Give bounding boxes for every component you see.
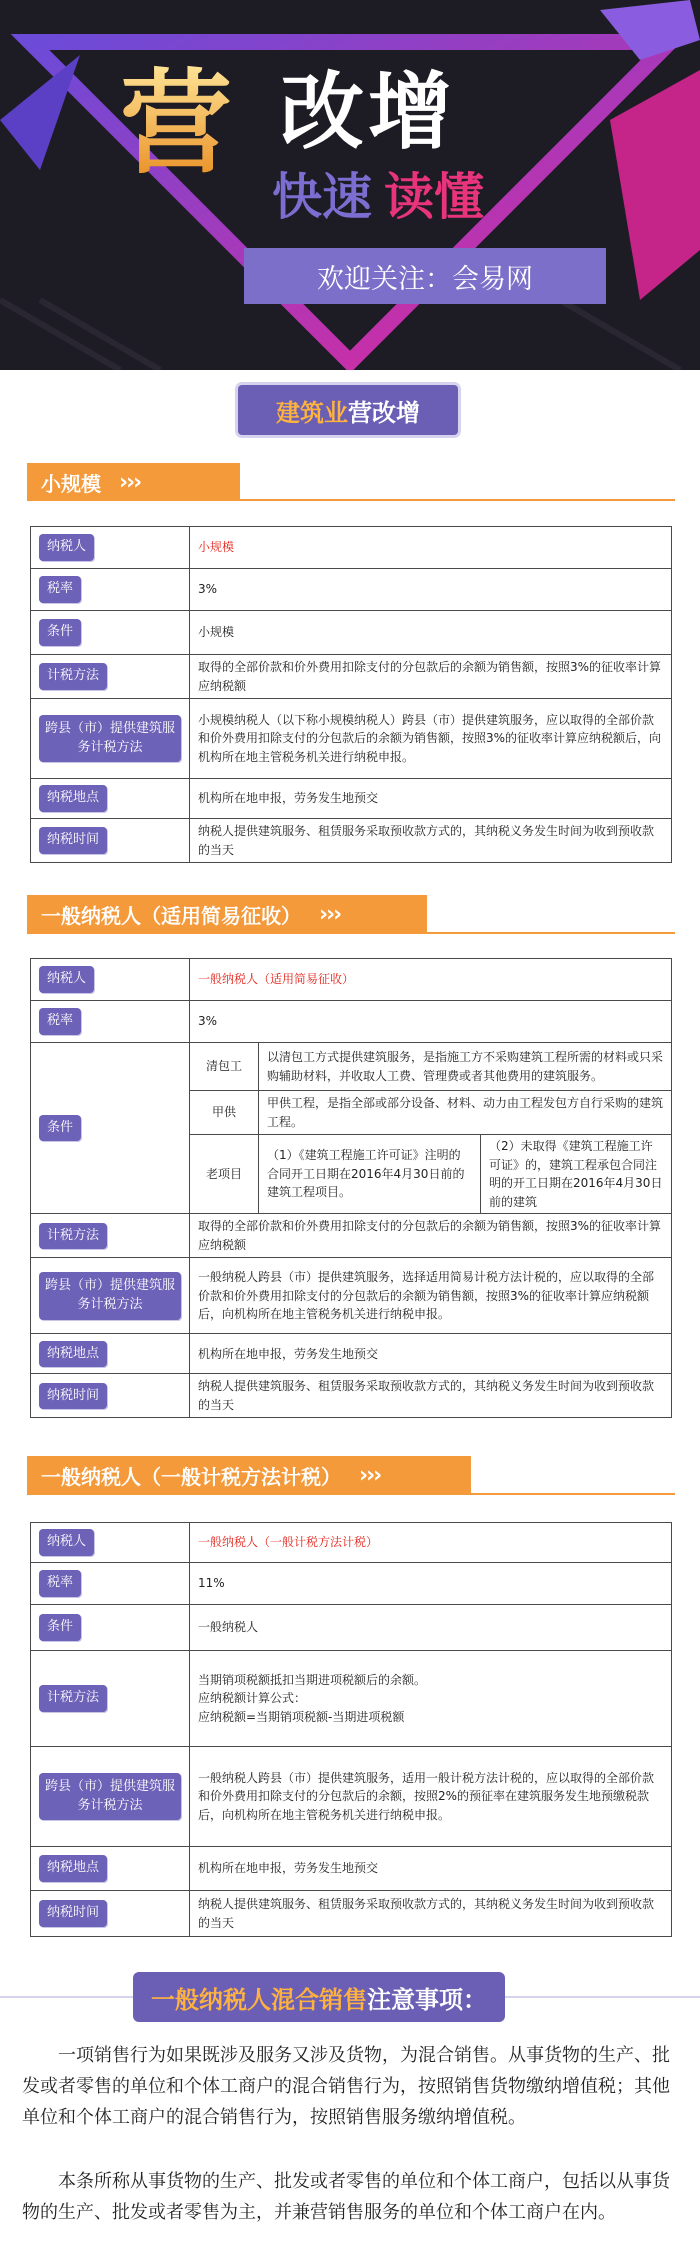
general-method-header	[27, 1456, 471, 1494]
small-method-value: 取得的全部价款和价外费用扣除支付的分包款后的余额为销售额，按照3%的征收率计算应纳税额	[190, 655, 672, 699]
follow-bar[interactable]: 欢迎关注：会易网	[244, 248, 606, 304]
top-right-shard	[600, 0, 700, 60]
title-ying-glyph	[120, 62, 280, 182]
simple-time-value: 纳税人提供建筑服务、租赁服务采取预收款方式的，其纳税义务发生时间为收到预收款的当天	[190, 1374, 672, 1418]
simple-levy-header	[27, 895, 427, 933]
table-row	[31, 1043, 672, 1091]
cond-laoxiangmu-text1: （1）《建筑工程施工许可证》注明的合同开工日期在2016年4月30日前的建筑工程项目。	[259, 1135, 481, 1214]
section-title	[238, 385, 458, 435]
table-row	[31, 1374, 672, 1418]
arrows-icon: ›››	[319, 901, 341, 927]
simple-levy-header-label: 一般纳税人（适用简易征收）	[41, 903, 301, 928]
taxpayer-chip: 纳税人	[39, 966, 94, 992]
rate-chip: 税率	[39, 1008, 81, 1034]
general-method-value	[190, 1651, 672, 1747]
rate-chip: 税率	[39, 576, 81, 602]
notes-title-rest: 注意事项：	[367, 1985, 487, 2014]
title-dudong: 读懂	[384, 168, 484, 226]
small-time-value: 纳税人提供建筑服务、租赁服务采取预收款方式的，其纳税义务发生时间为收到预收款的当天	[190, 819, 672, 863]
table-row	[31, 1891, 672, 1937]
cond-laoxiangmu-label: 老项目	[190, 1135, 259, 1214]
method-chip: 计税方法	[39, 1223, 107, 1249]
small-scale-divider	[27, 499, 675, 501]
place-chip: 纳税地点	[39, 1855, 107, 1881]
notes-title	[133, 1972, 505, 2022]
svg-text:营: 营	[120, 62, 232, 182]
table-row	[31, 611, 672, 655]
cross-region-chip: 跨县（市）提供建筑服务计税方法	[39, 1272, 181, 1320]
cond-jiagong-label: 甲供	[190, 1091, 259, 1135]
time-chip: 纳税时间	[39, 1900, 107, 1926]
table-row	[31, 1334, 672, 1374]
small-taxpayer-value: 小规模	[190, 527, 672, 569]
general-rate-value: 11%	[190, 1563, 672, 1605]
general-cross-region-value: 一般纳税人跨县（市）提供建筑服务，适用一般计税方法计税的，应以取得的全部价款和价外费用扣除支付的分包款后的余额，按照2%的预征率在建筑服务发生地预缴税款后，向机构所在地主管税务机关进行纳税申报。	[190, 1747, 672, 1847]
table-row	[31, 1651, 672, 1747]
time-chip: 纳税时间	[39, 1383, 107, 1409]
small-rate-value: 3%	[190, 569, 672, 611]
general-time-value: 纳税人提供建筑服务、租赁服务采取预收款方式的，其纳税义务发生时间为收到预收款的当天	[190, 1891, 672, 1937]
taxpayer-chip: 纳税人	[39, 534, 94, 560]
cond-laoxiangmu-text2: （2）未取得《建筑工程施工许可证》的，建筑工程承包合同注明的开工日期在2016年4月30日前的建筑	[481, 1135, 672, 1214]
table-row	[31, 959, 672, 1001]
general-place-value: 机构所在地申报，劳务发生地预交	[190, 1847, 672, 1891]
notes-title-highlight: 一般纳税人混合销售	[151, 1985, 367, 2014]
cond-jiagong-text: 甲供工程，是指全部或部分设备、材料、动力由工程发包方自行采购的建筑工程。	[259, 1091, 672, 1135]
table-row	[31, 699, 672, 779]
table-row	[31, 1001, 672, 1043]
simple-cross-region-value: 一般纳税人跨县（市）提供建筑服务，选择适用简易计税方法计税的，应以取得的全部价款和价外费用扣除支付的分包款后的余额为销售额，按照3%的征收率计算应纳税额后，向机构所在地主管税务机关进行纳税申报。	[190, 1258, 672, 1334]
cond-qingbaogong-text: 以清包工方式提供建筑服务，是指施工方不采购建筑工程所需的材料或只采购辅助材料，并收取人工费、管理费或者其他费用的建筑服务。	[259, 1043, 672, 1091]
cond-qingbaogong-label: 清包工	[190, 1043, 259, 1091]
small-scale-table	[30, 526, 672, 863]
small-place-value: 机构所在地申报，劳务发生地预交	[190, 779, 672, 819]
simple-levy-divider	[27, 932, 675, 934]
table-row	[31, 655, 672, 699]
arrows-icon: ›››	[359, 1462, 381, 1488]
general-method-line2: 应纳税额计算公式：	[198, 1691, 307, 1706]
banner	[0, 0, 700, 370]
condition-chip: 条件	[39, 1115, 81, 1141]
table-row	[31, 569, 672, 611]
general-method-line3: 应纳税额=当期销项税额-当期进项税额	[198, 1709, 405, 1724]
left-shard	[0, 55, 80, 170]
place-chip: 纳税地点	[39, 785, 107, 811]
small-cross-region-value: 小规模纳税人（以下称小规模纳税人）跨县（市）提供建筑服务，应以取得的全部价款和价外费用扣除支付的分包款后的余额为销售额，按照3%的征收率计算应纳税额后，向机构所在地主管税务机关进行纳税申报。	[190, 699, 672, 779]
arrows-icon: ›››	[119, 469, 141, 495]
method-chip: 计税方法	[39, 663, 107, 689]
table-row	[31, 779, 672, 819]
title-gaizeng: 改增	[280, 63, 457, 161]
title-kuaisu: 快速	[272, 168, 372, 226]
section-title-rest: 营改增	[348, 398, 420, 427]
table-row	[31, 819, 672, 863]
condition-chip: 条件	[39, 1614, 81, 1640]
right-shard	[610, 70, 700, 300]
table-row	[31, 1214, 672, 1258]
table-row	[31, 1563, 672, 1605]
small-scale-header	[27, 463, 240, 501]
table-row	[31, 1747, 672, 1847]
simple-method-value: 取得的全部价款和价外费用扣除支付的分包款后的余额为销售额，按照3%的征收率计算应纳税额	[190, 1214, 672, 1258]
simple-rate-value: 3%	[190, 1001, 672, 1043]
rate-chip: 税率	[39, 1570, 81, 1596]
taxpayer-chip: 纳税人	[39, 1529, 94, 1555]
general-method-header-label: 一般纳税人（一般计税方法计税）	[41, 1464, 341, 1489]
cross-region-chip: 跨县（市）提供建筑服务计税方法	[39, 1773, 181, 1821]
general-method-table	[30, 1522, 672, 1937]
table-row	[31, 1258, 672, 1334]
small-scale-header-label: 小规模	[41, 471, 101, 496]
general-condition-value: 一般纳税人	[190, 1605, 672, 1651]
general-taxpayer-value: 一般纳税人（一般计税方法计税）	[190, 1523, 672, 1563]
section-title-highlight: 建筑业	[276, 398, 348, 427]
simple-taxpayer-value: 一般纳税人（适用简易征收）	[190, 959, 672, 1001]
table-row	[31, 527, 672, 569]
table-row	[31, 1847, 672, 1891]
time-chip: 纳税时间	[39, 827, 107, 853]
method-chip: 计税方法	[39, 1685, 107, 1711]
general-method-divider	[27, 1493, 675, 1495]
simple-levy-table	[30, 958, 672, 1418]
table-row	[31, 1523, 672, 1563]
general-method-line1: 当期销项税额抵扣当期进项税额后的余额。	[198, 1672, 427, 1687]
table-row	[31, 1605, 672, 1651]
cross-region-chip: 跨县（市）提供建筑服务计税方法	[39, 715, 181, 763]
condition-chip: 条件	[39, 619, 81, 645]
place-chip: 纳税地点	[39, 1341, 107, 1367]
small-condition-value: 小规模	[190, 611, 672, 655]
notes-paragraph-1: 一项销售行为如果既涉及服务又涉及货物，为混合销售。从事货物的生产、批发或者零售的单位和个体工商户的混合销售行为，按照销售货物缴纳增值税；其他单位和个体工商户的混合销售行为，按照销售服务缴纳增值税。	[22, 2045, 670, 2128]
notes-paragraph-2: 本条所称从事货物的生产、批发或者零售的单位和个体工商户，包括以从事货物的生产、批发或者零售为主，并兼营销售服务的单位和个体工商户在内。	[22, 2171, 670, 2223]
simple-place-value: 机构所在地申报，劳务发生地预交	[190, 1334, 672, 1374]
